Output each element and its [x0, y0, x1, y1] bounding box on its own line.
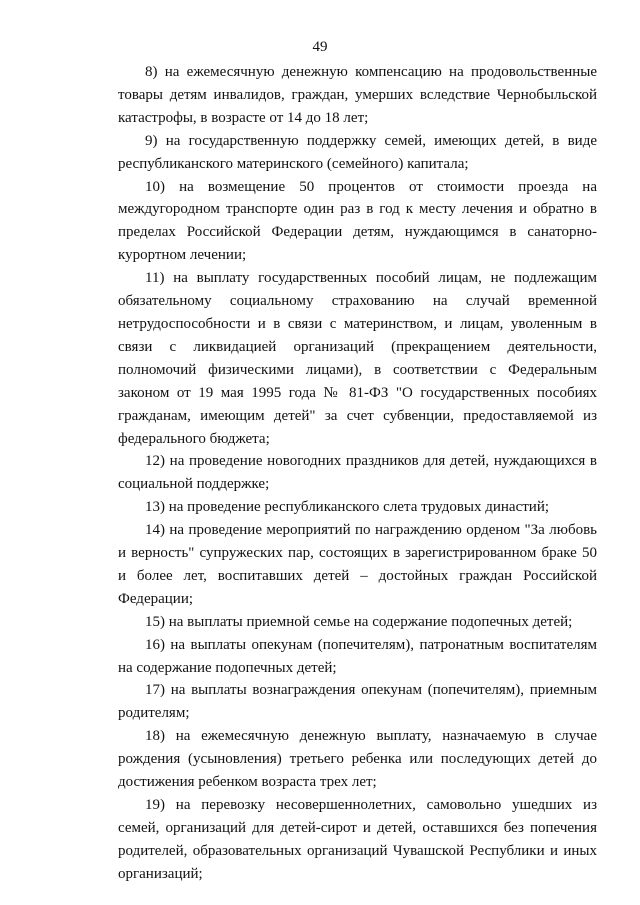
page-number: 49: [312, 39, 328, 55]
list-item: 10) на возмещение 50 процентов от стоимости проезда на междугородном транспорте один раз в год к месту лечения и обратно в пределах Российской Федерации детям, нуждающимся в санаторно-курортном лечении;: [118, 178, 597, 264]
list-item: 19) на перевозку несовершеннолетних, самовольно ушедших из семей, организаций для детей-сирот и детей, оставшихся без попечения родителей, образовательных организаций Чувашской Республики и иных организаций;: [118, 797, 597, 882]
document-body: [118, 61, 597, 886]
list-item: 9) на государственную поддержку семей, имеющих детей, в виде республиканского материнского (семейного) капитала;: [118, 132, 597, 172]
list-item: 11) на выплату государственных пособий лицам, не подлежащим обязательному социальному страхованию на случай временной нетрудоспособности и в связи с материнством, и лицам, уволенным в связи с ликвидацией организаций (прекращением деятельности, полномочий физическими лицами), в соответствии с Федеральным законом от 19 мая 1995 года № 81-ФЗ "О государственных пособиях гражданам, имеющим детей" за счет субвенции, предоставляемой из федерального бюджета;: [118, 270, 597, 447]
list-item: 12) на проведение новогодних праздников для детей, нуждающихся в социальной поддержке;: [118, 453, 597, 493]
list-item: 16) на выплаты опекунам (попечителям), патронатным воспитателям на содержание подопечных детей;: [118, 636, 597, 676]
list-item: 8) на ежемесячную денежную компенсацию на продовольственные товары детям инвалидов, граждан, умерших вследствие Чернобыльской катастрофы, в возрасте от 14 до 18 лет;: [118, 64, 597, 126]
list-item: 17) на выплаты вознаграждения опекунам (попечителям), приемным родителям;: [118, 682, 597, 722]
list-item: 14) на проведение мероприятий по награждению орденом "За любовь и верность" супружеских пар, состоящих в зарегистрированном браке 50 и более лет, воспитавших детей – достойных граждан Российской Федерации;: [118, 522, 597, 607]
list-item: 13) на проведение республиканского слета трудовых династий;: [145, 499, 550, 516]
list-item: 15) на выплаты приемной семье на содержание подопечных детей;: [145, 613, 573, 630]
list-item: 18) на ежемесячную денежную выплату, назначаемую в случае рождения (усыновления) третьего ребенка или последующих детей до достижения ребенком возраста трех лет;: [118, 728, 597, 791]
